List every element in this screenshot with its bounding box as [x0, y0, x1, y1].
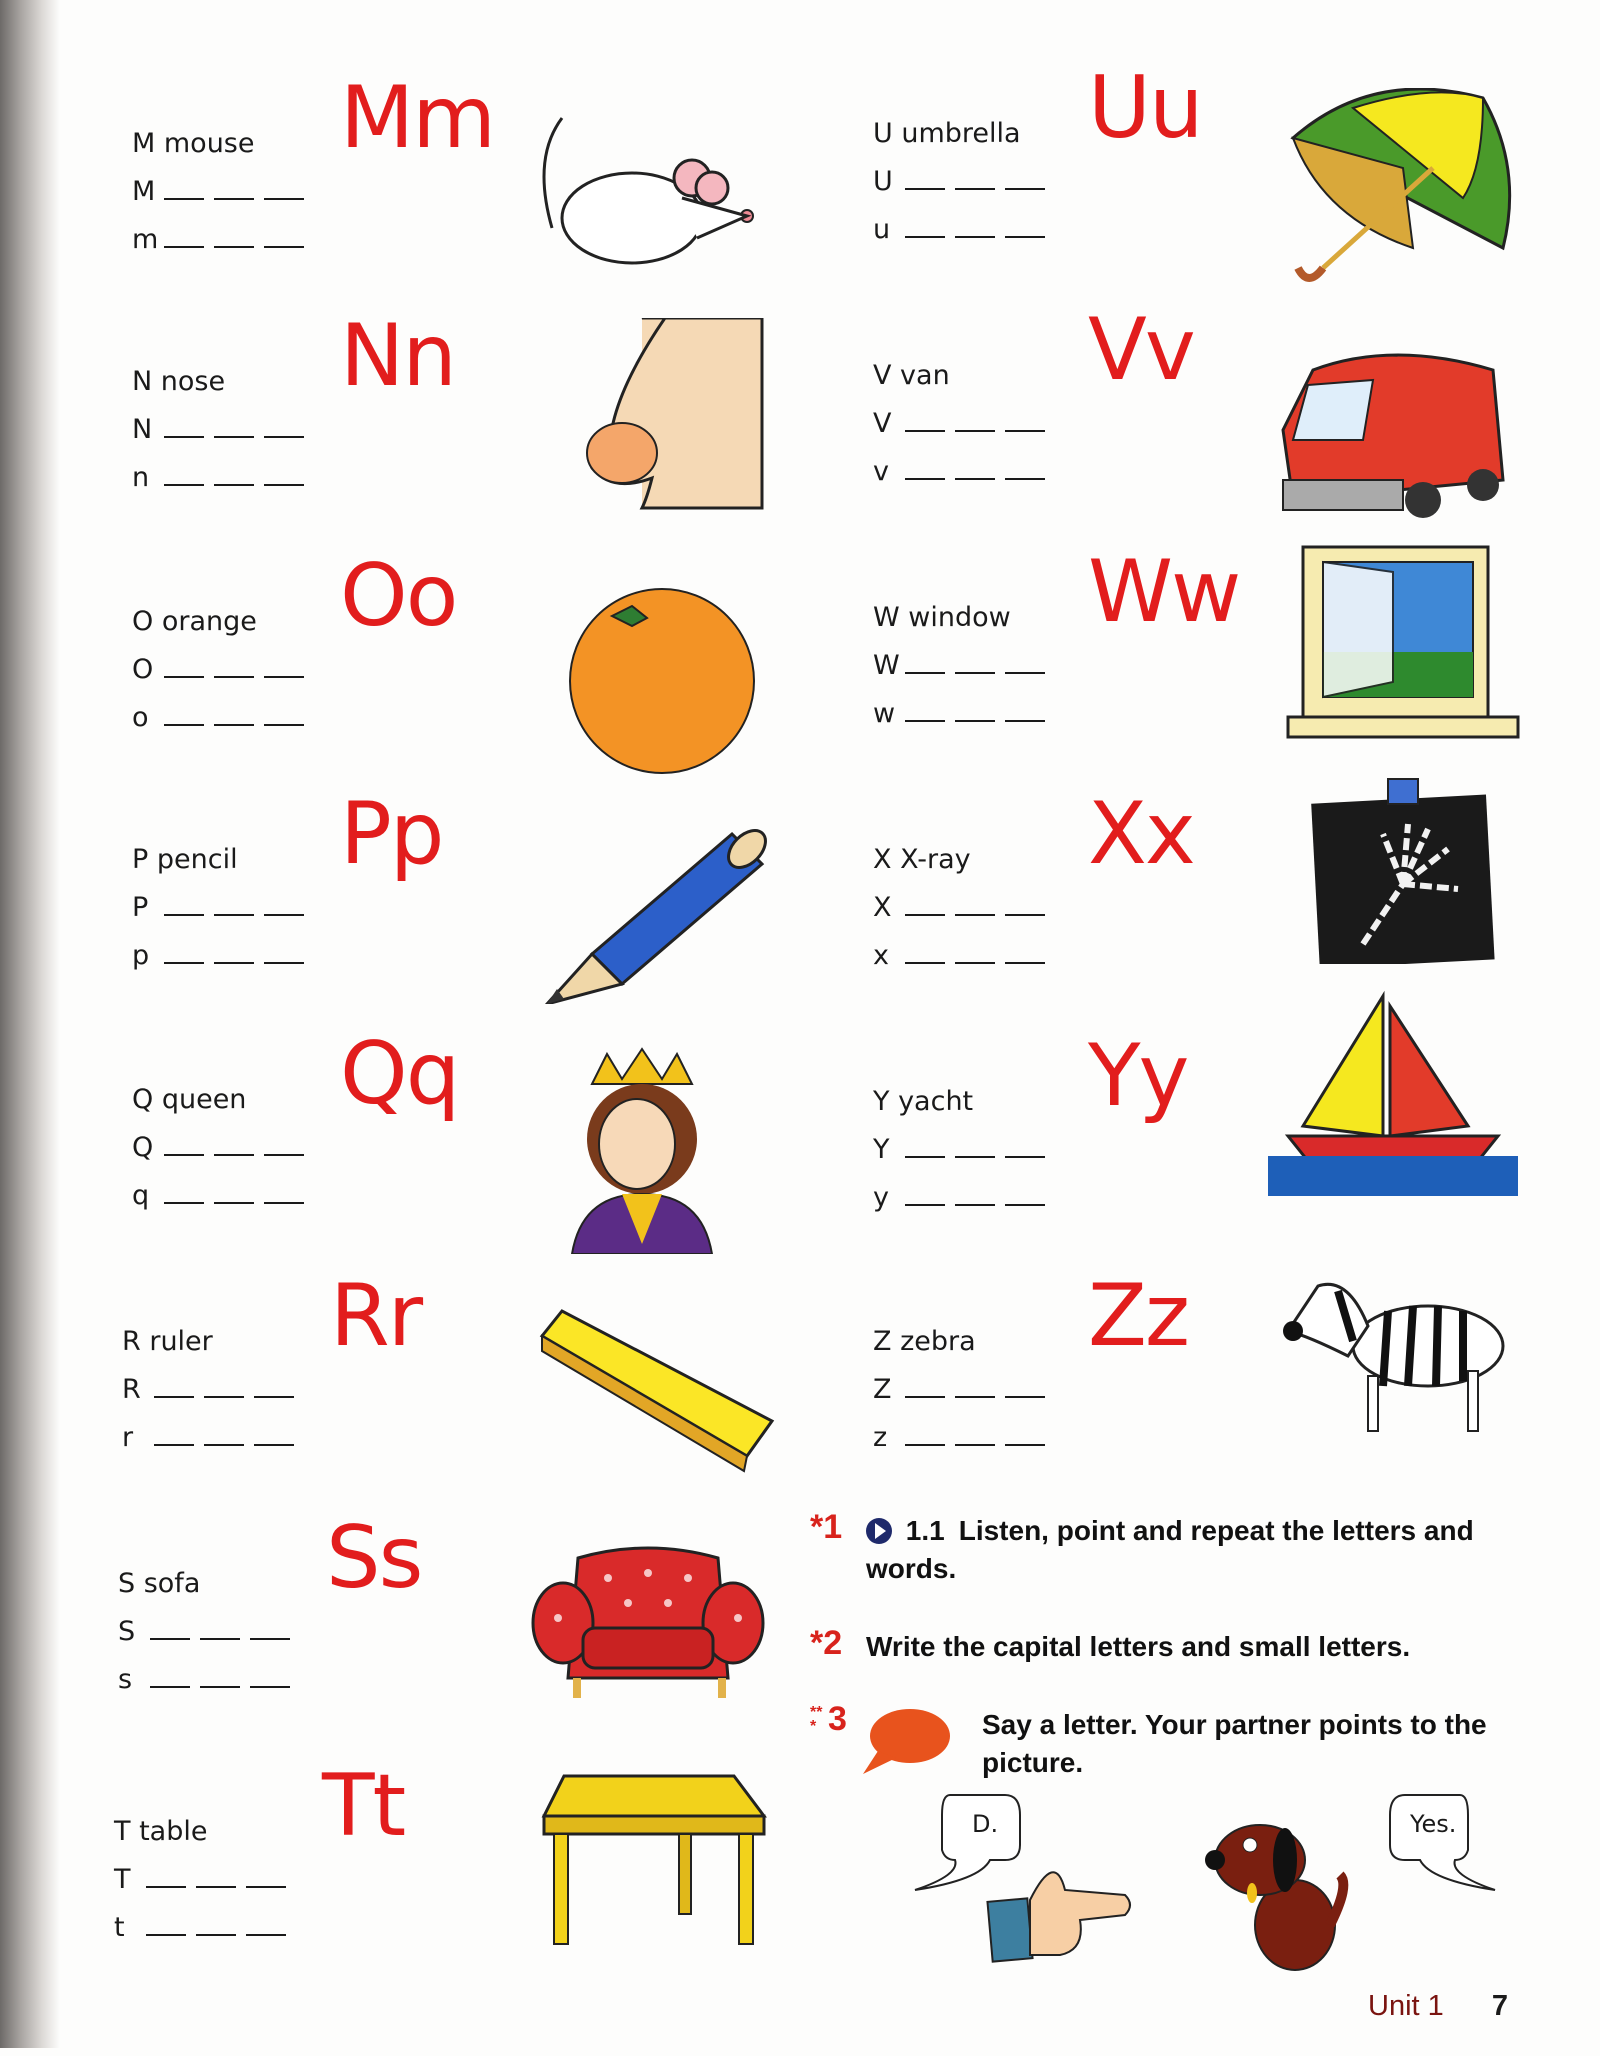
dialogue-illustration [910, 1790, 1510, 1990]
entry-word: R ruler [122, 1326, 213, 1357]
big-letter: Oo [340, 546, 457, 646]
small-trace-line[interactable]: o [132, 702, 314, 733]
capital-trace-line[interactable]: X [873, 892, 1055, 923]
entry-word: M mouse [132, 128, 255, 159]
big-letter: Nn [340, 306, 455, 406]
umbrella-icon [1283, 88, 1523, 288]
entry-n [132, 306, 832, 606]
entry-word: S sofa [118, 1568, 201, 1599]
entry-word: V van [873, 360, 950, 391]
dog-icon [1200, 1815, 1350, 1975]
zebra-icon [1278, 1246, 1518, 1446]
capital-trace-line[interactable]: N [132, 414, 314, 445]
small-trace-line[interactable]: w [873, 698, 1055, 729]
instruction-2 [810, 1624, 1510, 1666]
instruction-number: *1 [810, 1508, 843, 1546]
big-letter: Ww [1088, 542, 1240, 642]
big-letter: Zz [1088, 1266, 1189, 1366]
capital-trace-line[interactable]: O [132, 654, 314, 685]
pointing-hand-icon [985, 1850, 1135, 1970]
capital-trace-line[interactable]: Z [873, 1374, 1055, 1405]
entry-word: P pencil [132, 844, 238, 875]
speech-bubble-right-icon [1370, 1790, 1500, 1900]
entry-word: Z zebra [873, 1326, 976, 1357]
instruction-3 [810, 1700, 1510, 1782]
small-trace-line[interactable]: t [114, 1912, 296, 1943]
nose-icon [552, 318, 792, 518]
big-letter: Tt [322, 1756, 405, 1856]
entry-word: W window [873, 602, 1011, 633]
capital-trace-line[interactable]: T [114, 1864, 296, 1895]
speech-bubble-icon [858, 1706, 953, 1776]
big-letter: Qq [340, 1024, 459, 1124]
unit-label: Unit 1 [1368, 1990, 1444, 2022]
small-trace-line[interactable]: v [873, 456, 1055, 487]
instruction-text: Say a letter. Your partner points to the picture. [982, 1709, 1487, 1778]
instruction-number: 3 [828, 1700, 847, 1738]
ruler-icon [532, 1296, 782, 1496]
instruction-1 [810, 1508, 1510, 1588]
instruction-number: *2 [810, 1624, 843, 1662]
instruction-text: Write the capital letters and small letters. [866, 1631, 1411, 1662]
small-trace-line[interactable]: r [122, 1422, 304, 1453]
big-letter: Rr [330, 1266, 422, 1366]
book-spine-shadow [0, 0, 60, 2048]
page-footer [1368, 1990, 1508, 2023]
big-letter: Yy [1088, 1026, 1188, 1126]
small-trace-line[interactable]: u [873, 214, 1055, 245]
small-trace-line[interactable]: p [132, 940, 314, 971]
entry-u [873, 58, 1573, 358]
small-trace-line[interactable]: s [118, 1664, 300, 1695]
entry-word: N nose [132, 366, 226, 397]
audio-play-icon[interactable] [866, 1518, 892, 1544]
capital-trace-line[interactable]: M [132, 176, 314, 207]
table-icon [534, 1756, 774, 1956]
mouse-icon [522, 98, 762, 298]
capital-trace-line[interactable]: U [873, 166, 1055, 197]
page-number: 7 [1491, 1990, 1508, 2022]
big-letter: Xx [1088, 784, 1194, 884]
window-icon [1283, 542, 1523, 742]
small-trace-line[interactable]: n [132, 462, 314, 493]
entry-t [114, 1756, 814, 2056]
capital-trace-line[interactable]: S [118, 1616, 300, 1647]
entry-q [132, 1024, 832, 1324]
pencil-icon [532, 804, 782, 1004]
capital-trace-line[interactable]: W [873, 650, 1055, 681]
dialogue-right-text: Yes. [1410, 1810, 1457, 1838]
big-letter: Vv [1088, 300, 1194, 400]
yacht-icon [1268, 986, 1518, 1196]
capital-trace-line[interactable]: V [873, 408, 1055, 439]
capital-trace-line[interactable]: Q [132, 1132, 314, 1163]
big-letter: Uu [1088, 58, 1202, 158]
orange-icon [552, 576, 792, 776]
dialogue-left-text: D. [972, 1810, 999, 1838]
instruction-text: Listen, point and repeat the letters and words. [866, 1515, 1474, 1584]
queen-icon [552, 1044, 732, 1254]
small-trace-line[interactable]: m [132, 224, 314, 255]
small-trace-line[interactable]: y [873, 1182, 1055, 1213]
big-letter: Pp [340, 784, 443, 884]
entry-word: Q queen [132, 1084, 247, 1115]
big-letter: Mm [340, 68, 494, 168]
capital-trace-line[interactable]: P [132, 892, 314, 923]
entry-word: U umbrella [873, 118, 1021, 149]
entry-word: T table [114, 1816, 208, 1847]
entry-word: Y yacht [873, 1086, 974, 1117]
entry-word: O orange [132, 606, 257, 637]
capital-trace-line[interactable]: Y [873, 1134, 1055, 1165]
audio-track-number: 1.1 [905, 1515, 945, 1546]
difficulty-stars: *** [810, 1704, 823, 1735]
small-trace-line[interactable]: x [873, 940, 1055, 971]
small-trace-line[interactable]: z [873, 1422, 1055, 1453]
xray-icon [1293, 764, 1533, 964]
entry-word: X X-ray [873, 844, 971, 875]
van-icon [1273, 330, 1513, 530]
sofa-icon [528, 1528, 768, 1728]
small-trace-line[interactable]: q [132, 1180, 314, 1211]
capital-trace-line[interactable]: R [122, 1374, 304, 1405]
big-letter: Ss [326, 1508, 422, 1608]
